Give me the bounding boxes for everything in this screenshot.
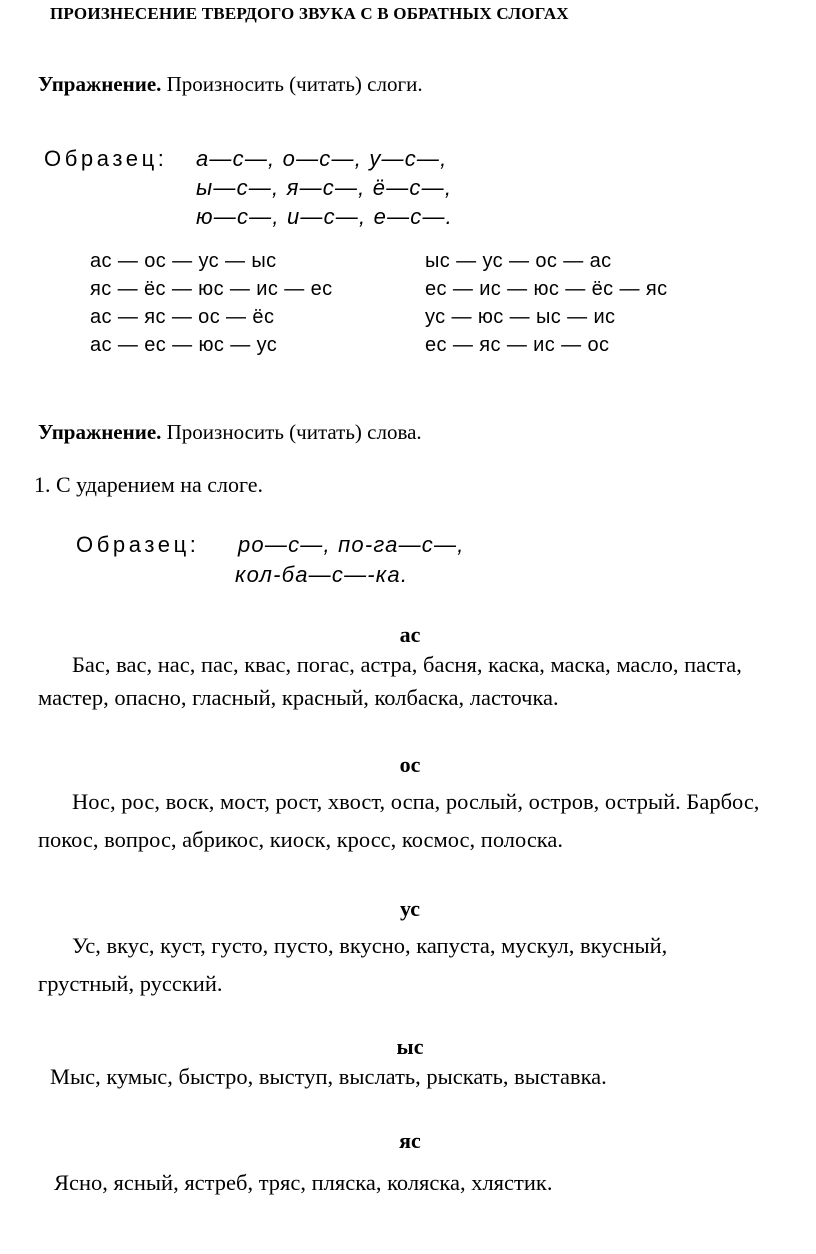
exercise-label: Упражнение. (38, 72, 162, 96)
item-heading: 1. С ударением на слоге. (34, 472, 264, 497)
sample-line: ю—с—, и—с—, е—с—. (196, 204, 453, 229)
sample-line: ро—с—, по-га—с—, (238, 532, 465, 557)
word-list: Ус, вкус, куст, густо, пусто, вкусно, капуста, мускул, вкусный, грустный, русский. (38, 933, 668, 996)
syllable-row-left: ас — яс — ос — ёс (90, 306, 275, 328)
section-heading: яс (399, 1128, 421, 1153)
section-heading: ос (399, 752, 421, 777)
exercise-instruction: Произносить (читать) слова. (166, 420, 422, 444)
section-heading: ус (399, 896, 421, 921)
word-list: Бас, вас, нас, пас, квас, погас, астра, басня, каска, маска, масло, паста, мастер, опасно, гласный, красный, колбаска, ласточка. (38, 652, 742, 710)
sample-line: кол-ба—с—-ка. (235, 562, 409, 587)
syllable-row-right: ес — яс — ис — ос (425, 334, 610, 356)
syllable-row-right: ус — юс — ыс — ис (425, 306, 616, 328)
page-title: ПРОИЗНЕСЕНИЕ ТВЕРДОГО ЗВУКА С В ОБРАТНЫХ СЛОГАХ (50, 4, 569, 23)
section-heading: ас (399, 622, 421, 647)
syllable-row-left: ас — ес — юс — ус (90, 334, 278, 356)
syllable-row-left: ас — ос — ус — ыс (90, 250, 277, 272)
word-list: Нос, рос, воск, мост, рост, хвост, оспа, рослый, остров, острый. Барбос, покос, вопрос, абрикос, киоск, кросс, космос, полоска. (38, 789, 760, 852)
sample-line: ы—с—, я—с—, ё—с—, (196, 175, 453, 200)
sample-label: Образец: (44, 146, 168, 171)
section-heading: ыс (396, 1034, 424, 1059)
exercise-syllables (38, 72, 423, 97)
sample-label: Образец: (76, 532, 200, 557)
exercise-instruction: Произносить (читать) слоги. (166, 72, 423, 96)
exercise-label: Упражнение. (38, 420, 162, 444)
syllable-row-right: ес — ис — юс — ёс — яс (425, 278, 668, 300)
syllable-row-left: яс — ёс — юс — ис — ес (90, 278, 333, 300)
sample-line: а—с—, о—с—, у—с—, (196, 146, 448, 171)
word-list: Ясно, ясный, ястреб, тряс, пляска, коляска, хлястик. (54, 1170, 553, 1195)
exercise-words (38, 420, 422, 445)
syllable-row-right: ыс — ус — ос — ас (425, 250, 612, 272)
word-list: Мыс, кумыс, быстро, выступ, выслать, рыскать, выставка. (50, 1064, 607, 1089)
